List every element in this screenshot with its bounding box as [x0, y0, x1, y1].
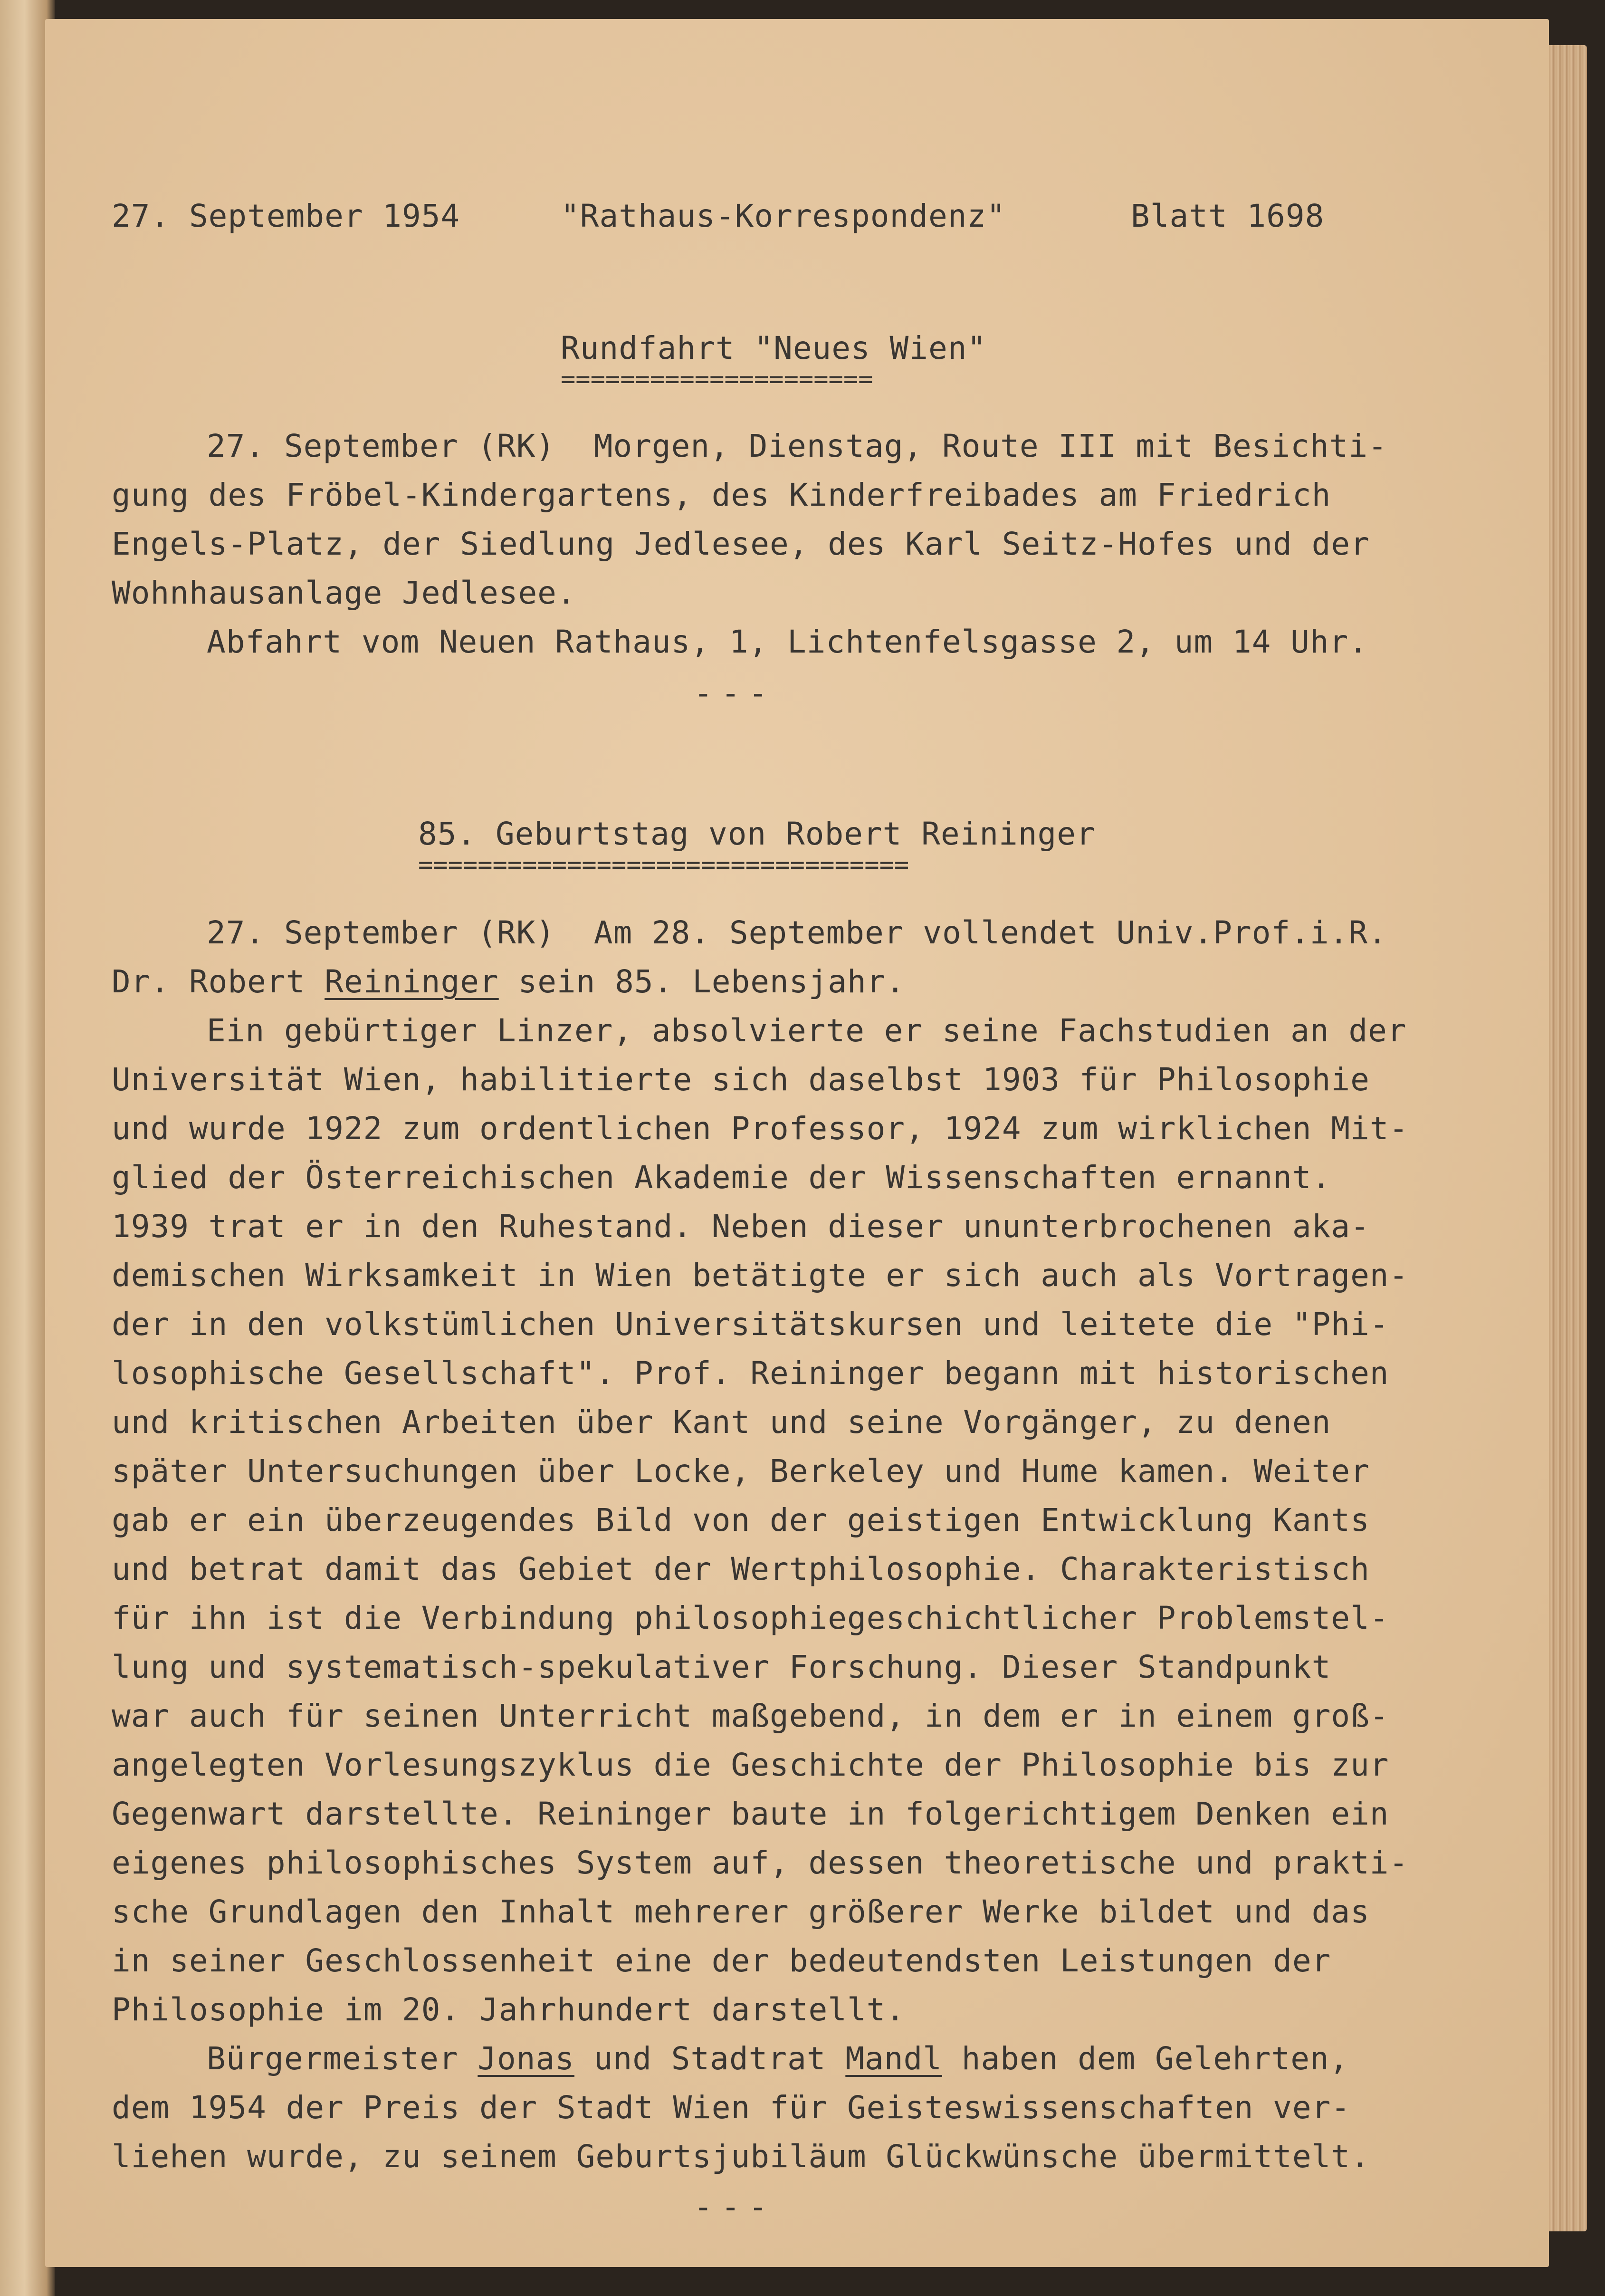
article2-body-line-21: Philosophie im 20. Jahrhundert darstellt. [112, 1991, 906, 2028]
article2-body-line-11: gab er ein überzeugendes Bild von der geistigen Entwicklung Kants [112, 1502, 1370, 1538]
article1-title: Rundfahrt "Neues Wien" [561, 330, 987, 366]
article2-body-line-14: lung und systematisch-spekulativer Forschung. Dieser Standpunkt [112, 1649, 1331, 1685]
article2-body-line-10: später Untersuchungen über Locke, Berkeley und Hume kamen. Weiter [112, 1453, 1370, 1489]
article2-body-line-1: Ein gebürtiger Linzer, absolvierte er seine Fachstudien an der [207, 1012, 1407, 1049]
article2-title-rule: ================================= [418, 851, 909, 879]
underlined-name-mandl: Mandl [845, 2040, 942, 2077]
typewritten-text [45, 19, 1549, 2267]
article2-body-line-2: Universität Wien, habilitierte sich daselbst 1903 für Philosophie [112, 1061, 1370, 1098]
article2-body-line-5: 1939 trat er in den Ruhestand. Neben dieser ununterbrochenen aka- [112, 1208, 1370, 1245]
underlined-name-reininger: Reininger [325, 963, 499, 1000]
header-publication: "Rathaus-Korrespondenz" [561, 198, 1006, 234]
article2-body-line-13: für ihn ist die Verbindung philosophiegeschichtlicher Problemstel- [112, 1600, 1389, 1636]
article2-body-line-3: und wurde 1922 zum ordentlichen Professor, 1924 zum wirklichen Mit- [112, 1110, 1409, 1147]
article1-line-2: gung des Fröbel-Kindergartens, des Kinderfreibades am Friedrich [112, 477, 1331, 513]
document-page [45, 19, 1549, 2267]
article1-title-rule: ===================== [561, 365, 873, 394]
article1-line-1: 27. September (RK) Morgen, Dienstag, Route III mit Besichti- [207, 428, 1387, 464]
article2-line-1: 27. September (RK) Am 28. September vollendet Univ.Prof.i.R. [207, 914, 1387, 951]
article2-body-line-16: angelegten Vorlesungszyklus die Geschichte der Philosophie bis zur [112, 1747, 1389, 1783]
article2-closing-line-2: dem 1954 der Preis der Stadt Wien für Geisteswissenschaften ver- [112, 2089, 1351, 2126]
article1-line-4: Wohnhausanlage Jedlesee. [112, 575, 576, 611]
article2-body-line-18: eigenes philosophisches System auf, dessen theoretische und prakti- [112, 1844, 1409, 1881]
closing-mid: und Stadtrat [574, 2040, 846, 2077]
article2-body-line-8: losophische Gesellschaft". Prof. Reininger begann mit historischen [112, 1355, 1389, 1392]
article2-closing-line-3: liehen wurde, zu seinem Geburtsjubiläum Glückwünsche übermittelt. [112, 2138, 1370, 2175]
article2-body-line-17: Gegenwart darstellte. Reininger baute in folgerichtigem Denken ein [112, 1796, 1389, 1832]
article2-body-line-15: war auch für seinen Unterricht maßgebend, in dem er in einem groß- [112, 1698, 1389, 1734]
article2-body-line-20: in seiner Geschlossenheit eine der bedeutendsten Leistungen der [112, 1942, 1331, 1979]
article2-body-line-12: und betrat damit das Gebiet der Wertphilosophie. Charakteristisch [112, 1551, 1370, 1587]
article2-body-line-4: glied der Österreichischen Akademie der Wissenschaften ernannt. [112, 1159, 1331, 1196]
article2-body-line-6: demischen Wirksamkeit in Wien betätigte er sich auch als Vortragen- [112, 1257, 1409, 1294]
article2-separator: --- [694, 2189, 776, 2225]
header-date: 27. September 1954 [112, 198, 460, 234]
article2-body-line-19: sche Grundlagen den Inhalt mehrerer größerer Werke bildet und das [112, 1893, 1370, 1930]
article2-closing-line-1 [207, 2040, 1349, 2077]
article2-line-2 [112, 963, 906, 1000]
header-sheet: Blatt 1698 [1131, 198, 1325, 234]
closing-pre: Bürgermeister [207, 2040, 478, 2077]
article2-body-line-7: der in den volkstümlichen Universitätskursen und leitete die "Phi- [112, 1306, 1389, 1343]
article1-line-3: Engels-Platz, der Siedlung Jedlesee, des Karl Seitz-Hofes und der [112, 526, 1370, 562]
article1-line-5: Abfahrt vom Neuen Rathaus, 1, Lichtenfelsgasse 2, um 14 Uhr. [207, 624, 1368, 660]
closing-post: haben dem Gelehrten, [942, 2040, 1349, 2077]
underlined-name-jonas: Jonas [478, 2040, 574, 2077]
article2-title: 85. Geburtstag von Robert Reininger [418, 816, 1096, 852]
article2-body-line-9: und kritischen Arbeiten über Kant und seine Vorgänger, zu denen [112, 1404, 1331, 1441]
article1-separator: --- [694, 675, 776, 711]
article2-line-2-post: sein 85. Lebensjahr. [498, 963, 906, 1000]
article2-line-2-pre: Dr. Robert [112, 963, 325, 1000]
